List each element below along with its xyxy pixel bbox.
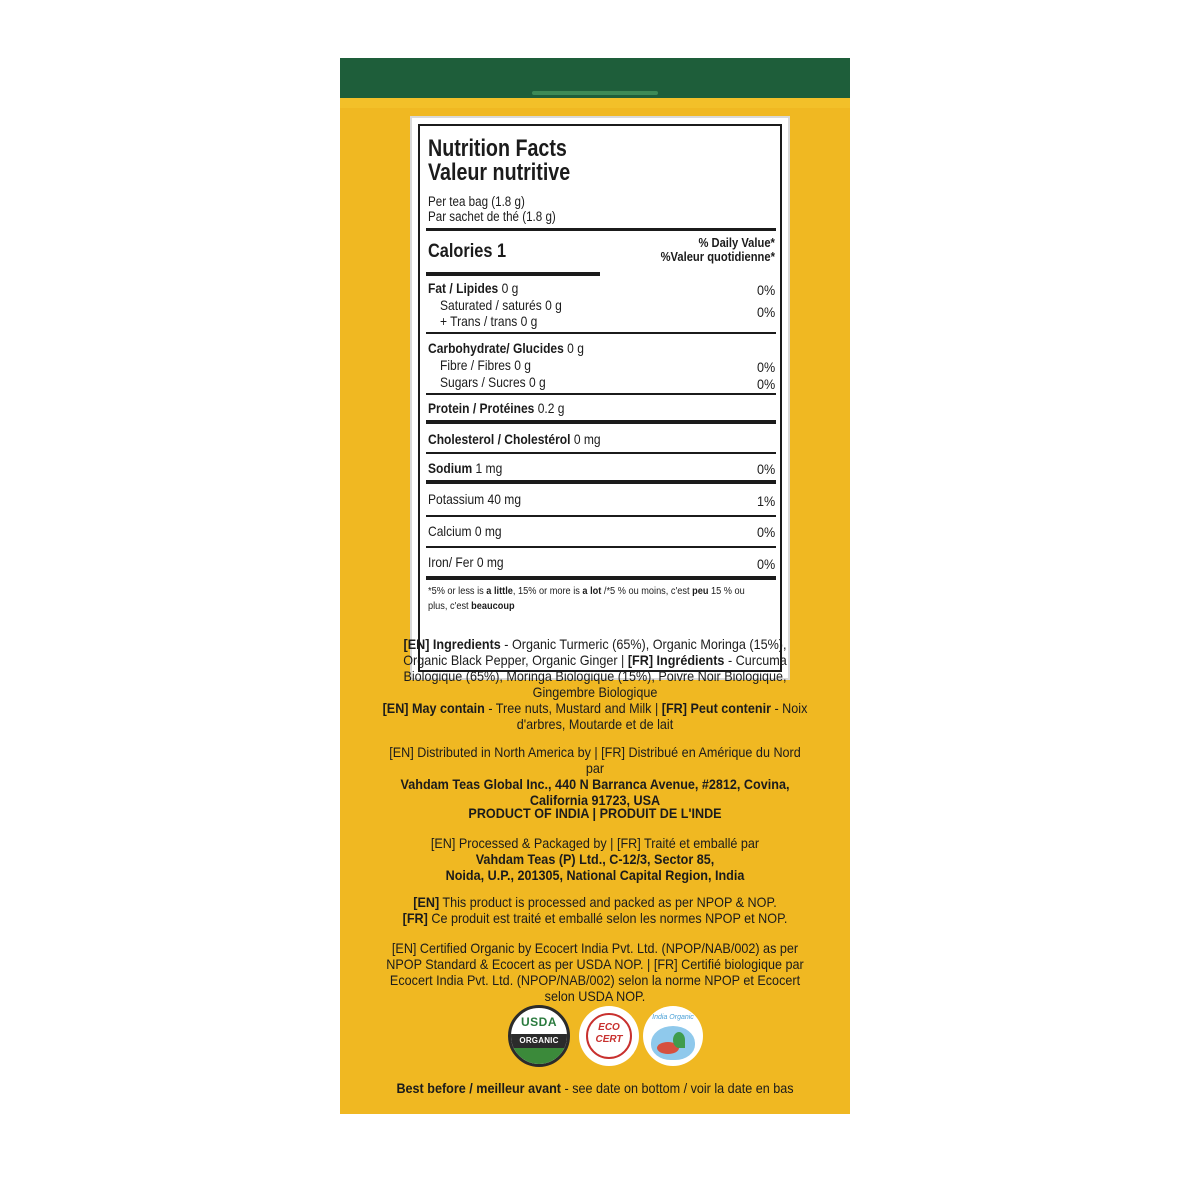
certification-block [380, 940, 810, 1004]
usda-organic-seal-icon: USDA ORGANIC [508, 1005, 570, 1067]
nutrition-title-en: Nutrition Facts [428, 135, 567, 162]
packager-name-2: Noida, U.P., 201305, National Capital Region, India [445, 867, 745, 883]
tea-box-back-panel [340, 58, 850, 1114]
nutrient-row-sodium: Sodium 1 mg [428, 460, 503, 476]
dv-fat: 0% [756, 282, 775, 298]
nutrition-facts-panel [410, 116, 790, 680]
nutrient-row-trans: + Trans / trans 0 g [440, 313, 538, 329]
nutrient-row-fat: Fat / Lipides 0 g [428, 280, 519, 296]
packager-block [380, 835, 810, 883]
dv-potassium: 1% [756, 493, 775, 509]
calories: Calories 1 [428, 241, 507, 262]
distributor-block [380, 744, 810, 808]
nutrient-row-fibre: Fibre / Fibres 0 g [440, 357, 532, 373]
brand-logo-mark [532, 91, 658, 95]
divider [426, 228, 776, 231]
dv-iron: 0% [756, 556, 775, 572]
protein-rule [426, 420, 776, 424]
best-before-block: Best before / meilleur avant - see date on bottom / voir la date en bas [396, 1080, 794, 1096]
calories-rule [426, 272, 600, 276]
nutrient-row-protein: Protein / Protéines 0.2 g [428, 400, 565, 416]
dv-saturated: 0% [756, 304, 775, 320]
dv-sodium: 0% [756, 461, 775, 477]
india-organic-logo-icon: India Organic [643, 1006, 703, 1066]
dv-sugars: 0% [756, 376, 775, 392]
nutrient-row-cholesterol: Cholesterol / Cholestérol 0 mg [428, 431, 601, 447]
processing-block: [EN] This product is processed and packed as per NPOP & NOP. [FR] Ce produit est traité et emballé selon les normes NPOP et NOP. [402, 894, 788, 926]
iron-rule [426, 576, 776, 580]
dv-calcium: 0% [756, 524, 775, 540]
distributor-line: [EN] Distributed in North America by | [FR] Distribué en Amérique du Nord par [389, 744, 801, 776]
ingredients-block: [EN] Ingredients - Organic Turmeric (65%), Organic Moringa (15%), Organic Black Pepper, Organic Ginger | [FR] Ingrédients - Curcuma Biologique (65%), Moringa Biologique (15%), Poivre Noir Biologique, Gingembre Biologique [403, 636, 787, 700]
nutrient-row-calcium: Calcium 0 mg [428, 523, 502, 539]
daily-value-footnote: *5% or less is a little, 15% or more is a lot /*5 % ou moins, c'est peu 15 % ou plus, c'est beaucoup [428, 586, 745, 612]
sodium-rule [426, 480, 776, 484]
product-origin: PRODUCT OF INDIA | PRODUIT DE L'INDE [468, 805, 722, 821]
nutrient-row-sugars: Sugars / Sucres 0 g [440, 374, 546, 390]
packager-name-1: Vahdam Teas (P) Ltd., C-12/3, Sector 85, [475, 851, 715, 867]
nutrient-row-saturated: Saturated / saturés 0 g [440, 297, 562, 313]
divider [426, 452, 776, 454]
ecocert-logo-icon: ECO CERT [579, 1006, 639, 1066]
nutrition-facts-table [418, 124, 782, 672]
dv-fibre: 0% [756, 359, 775, 375]
daily-value-header-en: % Daily Value* [698, 235, 775, 250]
serving-size-en: Per tea bag (1.8 g) [428, 194, 525, 209]
allergens-block: [EN] May contain - Tree nuts, Mustard and Milk | [FR] Peut contenir - Noix d'arbres, Moutarde et de lait [382, 700, 808, 732]
divider [426, 393, 776, 395]
nutrient-row-carbohydrate: Carbohydrate/ Glucides 0 g [428, 340, 584, 356]
daily-value-header-fr: %Valeur quotidienne* [660, 249, 775, 264]
origin-block [380, 805, 810, 821]
distributor-name: Vahdam Teas Global Inc., 440 N Barranca Avenue, #2812, Covina, California 91723, USA [400, 776, 790, 808]
nutrient-row-iron: Iron/ Fer 0 mg [428, 554, 504, 570]
divider [426, 332, 776, 334]
packager-line: [EN] Processed & Packaged by | [FR] Traité et emballé par [430, 835, 760, 851]
serving-size-fr: Par sachet de thé (1.8 g) [428, 209, 556, 224]
nutrient-row-potassium: Potassium 40 mg [428, 491, 522, 507]
box-edge-band [340, 98, 850, 108]
certification-text: [EN] Certified Organic by Ecocert India Pvt. Ltd. (NPOP/NAB/002) as per NPOP Standard & Ecocert as per USDA NOP. | [FR] Certifié biologique par Ecocert India Pvt. Ltd. (NPOP/NAB/002) selon la norme NPOP et Ecocert selon USDA NOP. [386, 940, 804, 1004]
box-top-flap [340, 58, 850, 98]
divider [426, 546, 776, 548]
divider [426, 515, 776, 517]
nutrition-title-fr: Valeur nutritive [428, 159, 571, 186]
